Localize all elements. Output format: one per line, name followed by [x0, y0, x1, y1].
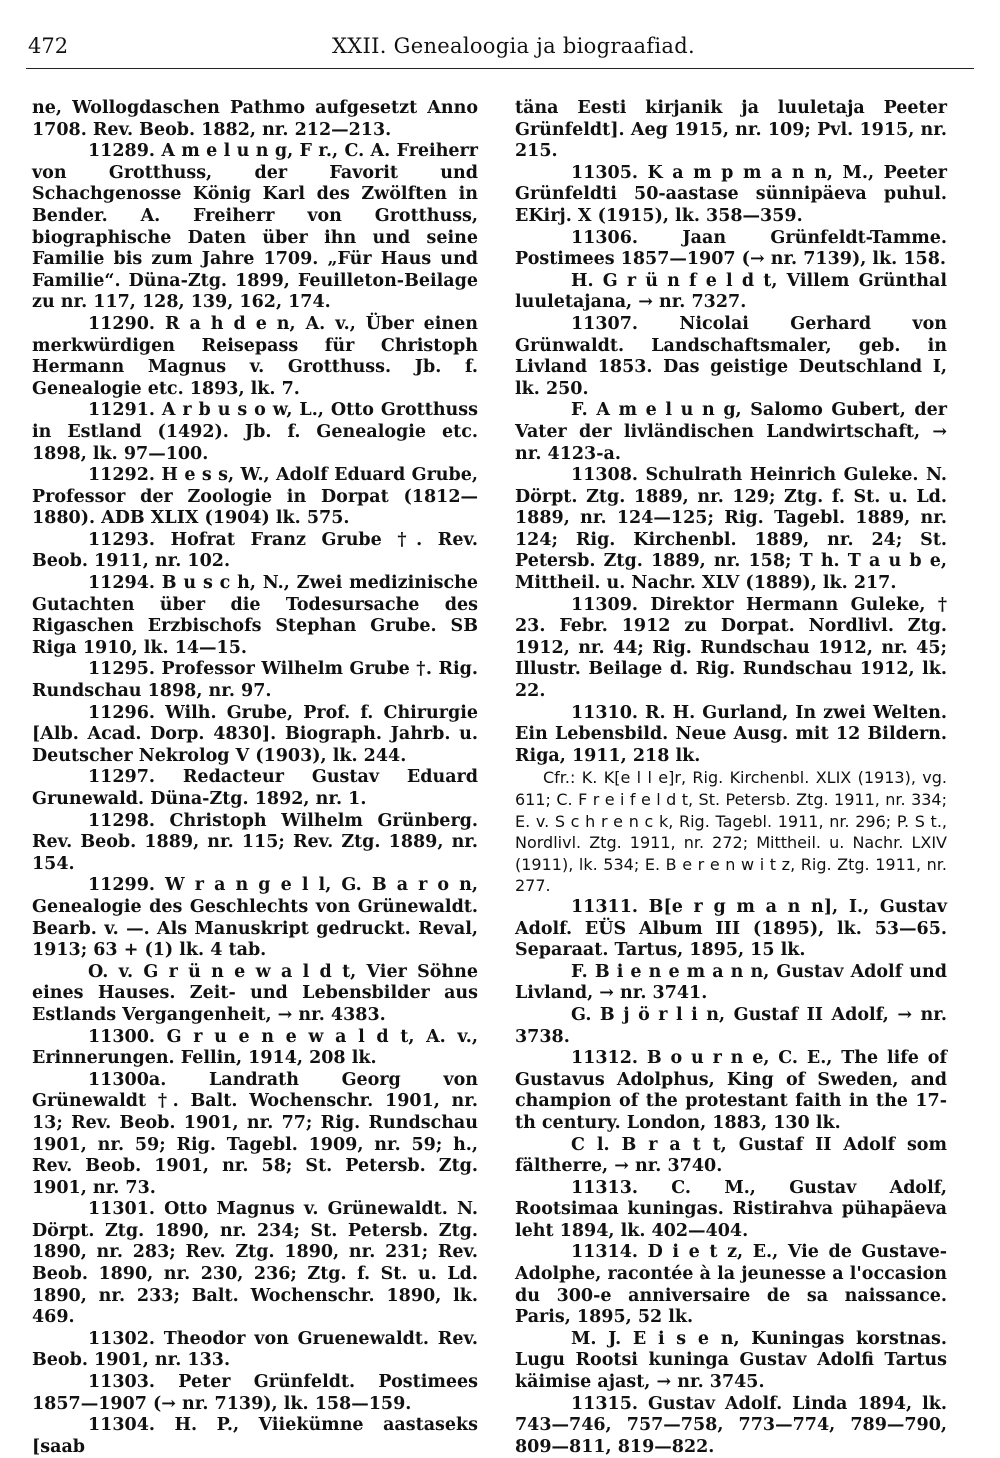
bibliography-entry: 11314. D i e t z, E., Vie de Gustave-Adolphe, racontée à la jeunesse a l'occasion du 300-e anniversaire de sa naissance. Paris, 1895, 52 lk.	[515, 1242, 947, 1328]
bibliography-entry: 11296. Wilh. Grube, Prof. f. Chirurgie [Alb. Acad. Dorp. 4830]. Biograph. Jahrb. u. Deutscher Nekrolog V (1903), lk. 244.	[32, 702, 478, 766]
bibliography-entry: 11312. B o u r n e, C. E., The life of Gustavus Adolphus, King of Sweden, and champion of the protestant faith in the 17-th century. London, 1883, 130 lk.	[515, 1048, 947, 1133]
right-column	[515, 98, 947, 1458]
bibliography-entry: H. G r ü n f e l d t, Villem Grünthal luuletajana, → nr. 7327.	[515, 270, 947, 313]
bibliography-entry: 11301. Otto Magnus v. Grünewaldt. N. Dörpt. Ztg. 1890, nr. 234; St. Petersb. Ztg. 1890, nr. 283; Rev. Ztg. 1890, nr. 231; Rev. Beob. 1890, nr. 230, 236; Ztg. f. St. u. Ld. 1890, nr. 233; Balt. Wochenschr. 1890, lk. 469.	[32, 1199, 478, 1328]
bibliography-entry: 11311. B[e r g m a n n], I., Gustav Adolf. EÜS Album III (1895), lk. 53—65. Separaat. Tartus, 1895, 15 lk.	[515, 896, 947, 961]
bibliography-entry: 11290. R a h d e n, A. v., Über einen merkwürdigen Reisepass für Christoph Hermann Magnus v. Grotthuss. Jb. f. Genealogie etc. 1893, lk. 7.	[32, 313, 478, 399]
bibliography-entry: F. A m e l u n g, Salomo Gubert, der Vater der livländischen Landwirtschaft, → nr. 4123-a.	[515, 400, 947, 464]
bibliography-entry: O. v. G r ü n e w a l d t, Vier Söhne eines Hauses. Zeit- und Lebensbilder aus Estlands Vergangenheit, → nr. 4383.	[32, 961, 478, 1025]
bibliography-entry: 11295. Professor Wilhelm Grube †. Rig. Rundschau 1898, nr. 97.	[32, 659, 478, 702]
bibliography-entry: ne, Wollogdaschen Pathmo aufgesetzt Anno 1708. Rev. Beob. 1882, nr. 212—213.	[32, 98, 478, 140]
bibliography-entry: G. B j ö r l i n, Gustaf II Adolf, → nr. 3738.	[515, 1004, 947, 1047]
bibliography-entry: 11315. Gustav Adolf. Linda 1894, lk. 743—746, 757—758, 773—774, 789—790, 809—811, 819—822.	[515, 1393, 947, 1457]
bibliography-entry: M. J. E i s e n, Kuningas korstnas. Lugu Rootsi kuninga Gustav Adolfi Tartus käimise ajast, → nr. 3745.	[515, 1328, 947, 1393]
bibliography-entry: 11310. R. H. Gurland, In zwei Welten. Ein Lebensbild. Neue Ausg. mit 12 Bildern. Riga, 1911, 218 lk.	[515, 702, 947, 766]
page-header	[0, 0, 1000, 80]
bibliography-entry: 11303. Peter Grünfeldt. Postimees 1857—1907 (→ nr. 7139), lk. 158—159.	[32, 1372, 478, 1414]
bibliography-entry: 11307. Nicolai Gerhard von Grünwaldt. Landschaftsmaler, geb. in Livland 1853. Das geistige Deutschland I, lk. 250.	[515, 313, 947, 399]
page-number: 472	[28, 34, 69, 58]
bibliography-entry: 11313. C. M., Gustav Adolf, Rootsimaa kuningas. Ristirahva pühapäeva leht 1894, lk. 402—404.	[515, 1177, 947, 1241]
bibliography-entry: 11297. Redacteur Gustav Eduard Grunewald. Düna-Ztg. 1892, nr. 1.	[32, 767, 478, 809]
bibliography-entry: C l. B r a t t, Gustaf II Adolf som fältherre, → nr. 3740.	[515, 1134, 947, 1177]
bibliography-entry: 11292. H e s s, W., Adolf Eduard Grube, Professor der Zoologie in Dorpat (1812—1880). ADB XLIX (1904) lk. 575.	[32, 465, 478, 529]
bibliography-entry: 11305. K a m p m a n n, M., Peeter Grünfeldti 50-aastase sünnipäeva puhul. EKirj. X (1915), lk. 358—359.	[515, 162, 947, 226]
header-rule	[26, 68, 974, 69]
bibliography-entry: 11304. H. P., Viiekümne aastaseks [saab	[32, 1415, 478, 1457]
bibliography-entry: 11294. B u s c h, N., Zwei medizinische Gutachten über die Todesursache des Rigaschen Erzbischofs Stephan Grube. SB Riga 1910, lk. 14—15.	[32, 573, 478, 658]
bibliography-entry: 11300a. Landrath Georg von Grünewaldt †. Balt. Wochenschr. 1901, nr. 13; Rev. Beob. 1901, nr. 77; Rig. Rundschau 1901, nr. 59; Rig. Tagebl. 1909, nr. 59; h., Rev. Beob. 1901, nr. 58; St. Petersb. Ztg. 1901, nr. 73.	[32, 1069, 478, 1198]
bibliography-entry: 11293. Hofrat Franz Grube †. Rev. Beob. 1911, nr. 102.	[32, 529, 478, 572]
bibliography-entry: F. B i e n e m a n n, Gustav Adolf und Livland, → nr. 3741.	[515, 961, 947, 1004]
bibliography-entry: 11309. Direktor Hermann Guleke, † 23. Febr. 1912 zu Dorpat. Nordlivl. Ztg. 1912, nr. 44; Rig. Rundschau 1912, nr. 45; Illustr. Beilage d. Rig. Rundschau 1912, lk. 22.	[515, 594, 947, 702]
running-title: XXII. Genealoogia ja biograafiad.	[332, 34, 695, 58]
bibliography-entry: 11299. W r a n g e l l, G. B a r o n, Genealogie des Geschlechts von Grünewaldt. Bearb. v. —. Als Manuskript gedruckt. Reval, 1913; 63 + (1) lk. 4 tab.	[32, 875, 478, 961]
bibliography-entry: 11300. G r u e n e w a l d t, A. v., Erinnerungen. Fellin, 1914, 208 lk.	[32, 1026, 478, 1069]
bibliography-entry: 11308. Schulrath Heinrich Guleke. N. Dörpt. Ztg. 1889, nr. 129; Ztg. f. St. u. Ld. 1889, nr. 124—125; Rig. Tagebl. 1889, nr. 124; Rig. Kirchenbl. 1889, nr. 24; St. Petersb. Ztg. 1889, nr. 158; T h. T a u b e, Mittheil. u. Nachr. XLV (1889), lk. 217.	[515, 465, 947, 594]
bibliography-entry: 11291. A r b u s o w, L., Otto Grotthuss in Estland (1492). Jb. f. Genealogie etc. 1898, lk. 97—100.	[32, 400, 478, 464]
left-column	[32, 98, 478, 1458]
bibliography-entry: 11306. Jaan Grünfeldt-Tamme. Postimees 1857—1907 (→ nr. 7139), lk. 158.	[515, 227, 947, 270]
bibliography-entry: täna Eesti kirjanik ja luuletaja Peeter Grünfeldt]. Aeg 1915, nr. 109; Pvl. 1915, nr. 215.	[515, 98, 947, 162]
bibliography-entry: 11298. Christoph Wilhelm Grünberg. Rev. Beob. 1889, nr. 115; Rev. Ztg. 1889, nr. 154.	[32, 810, 478, 874]
bibliography-entry: 11289. A m e l u n g, F r., C. A. Freiherr von Grotthuss, der Favorit und Schachgenosse König Karl des Zwölften in Bender. A. Freiherr von Grotthuss, biographische Daten über ihn und seine Familie bis zum Jahre 1709. „Für Haus und Familie“. Düna-Ztg. 1899, Feuilleton-Beilage zu nr. 117, 128, 139, 162, 174.	[32, 141, 478, 313]
bibliography-entry: Cfr.: K. K[e l l e]r, Rig. Kirchenbl. XLIX (1913), vg. 611; C. F r e i f e l d t, St. Petersb. Ztg. 1911, nr. 334; E. v. S c h r e n c k, Rig. Tagebl. 1911, nr. 296; P. S t., Nordlivl. Ztg. 1911, nr. 272; Mittheil. u. Nachr. LXIV (1911), lk. 534; E. B e r e n w i t z, Rig. Ztg. 1911, nr. 277.	[515, 768, 947, 896]
bibliography-entry: 11302. Theodor von Gruenewaldt. Rev. Beob. 1901, nr. 133.	[32, 1328, 478, 1371]
